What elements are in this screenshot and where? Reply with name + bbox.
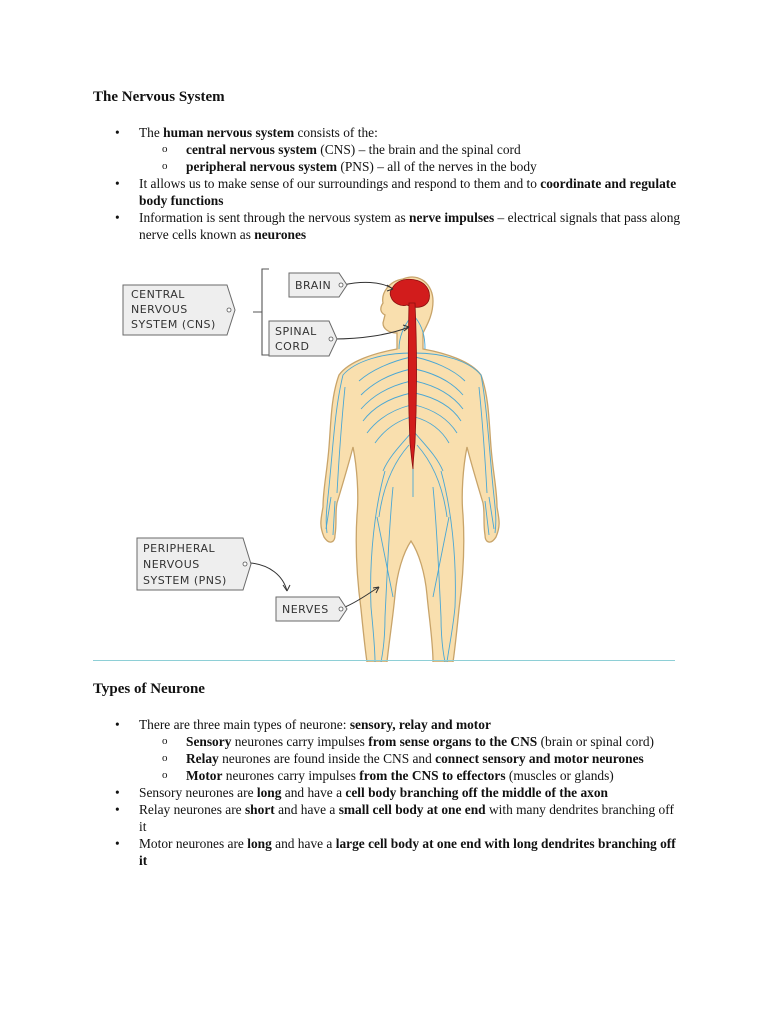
text: (PNS) – all of the nerves in the body: [337, 159, 537, 174]
tag-line: NERVES: [282, 603, 329, 616]
tag-hole: [227, 308, 231, 312]
section-divider: [93, 660, 675, 661]
sub-bullet-item: [93, 767, 666, 784]
label-pns: [137, 538, 251, 590]
text: neurones carry impulses: [231, 734, 369, 749]
text: neurones carry impulses: [222, 768, 360, 783]
bold-text: coordinate and regulate body functions: [139, 176, 677, 208]
text: Motor neurones are: [139, 836, 248, 851]
text: (muscles or glands): [505, 768, 614, 783]
label-nerves: [276, 597, 347, 621]
tag-line: BRAIN: [295, 279, 332, 292]
text: There are three main types of neurone:: [139, 717, 350, 732]
bullet-item: [93, 124, 693, 175]
section-title-nervous-system: The Nervous System: [93, 89, 225, 105]
bold-text: Motor: [186, 768, 223, 783]
bold-text: central nervous system: [186, 142, 317, 157]
text: Sensory neurones are: [139, 785, 257, 800]
bullet-item: [93, 716, 683, 784]
tag-line: PERIPHERAL: [143, 542, 216, 555]
nervous-system-bullets: [93, 124, 693, 243]
sub-list: [139, 733, 683, 784]
tag-line: NERVOUS: [131, 303, 188, 316]
bold-text: from sense organs to the CNS: [368, 734, 538, 749]
tag-line: NERVOUS: [143, 558, 200, 571]
bold-text: sensory, relay and motor: [349, 717, 491, 732]
tag-line: CORD: [275, 340, 310, 353]
nervous-system-diagram: [93, 257, 675, 662]
tag-line: SYSTEM (CNS): [131, 318, 216, 331]
tag-hole: [329, 337, 333, 341]
text: The: [139, 125, 164, 140]
text: (brain or spinal cord): [537, 734, 654, 749]
bold-text: Relay: [186, 751, 219, 766]
bold-text: from the CNS to effectors: [359, 768, 506, 783]
bold-text: long: [256, 785, 282, 800]
text: with many dendrites branching off it: [139, 802, 674, 834]
text: Information is sent through the nervous system as: [139, 210, 410, 225]
bold-text: small cell body at one end: [338, 802, 486, 817]
bold-text: nerve impulses: [409, 210, 495, 225]
bold-text: human nervous system: [163, 125, 295, 140]
bullet-item: [93, 784, 659, 801]
tag-hole: [243, 562, 247, 566]
cns-bracket: [253, 269, 269, 355]
tag-line: CENTRAL: [131, 288, 185, 301]
bullet-item: [93, 209, 693, 243]
text: and have a: [281, 785, 346, 800]
text: It allows us to make sense of our surroundings and respond to them and to: [139, 176, 541, 191]
text: and have a: [274, 802, 339, 817]
bold-text: neurones: [254, 227, 307, 242]
text: Relay neurones are: [139, 802, 245, 817]
label-spinal-cord: [269, 321, 337, 356]
tag-line: SPINAL: [275, 325, 317, 338]
bullet-item: [93, 175, 693, 209]
label-brain: [289, 273, 347, 297]
text: consists of the:: [294, 125, 378, 140]
text: – electrical signals that pass along nerve cells known as: [139, 210, 681, 242]
sub-bullet-item: [93, 733, 666, 750]
neurone-types-bullets: [93, 716, 683, 869]
text: neurones are found inside the CNS and: [218, 751, 436, 766]
sub-bullet-item: [93, 141, 693, 158]
tag-hole: [339, 283, 343, 287]
bullet-item: [93, 835, 679, 869]
label-cns: [123, 285, 235, 335]
bold-text: long: [247, 836, 272, 851]
tag-line: SYSTEM (PNS): [143, 574, 227, 587]
bullet-item: [93, 801, 679, 835]
sub-bullet-item: [93, 158, 693, 175]
bold-text: peripheral nervous system: [186, 159, 338, 174]
sub-bullet-item: [93, 750, 666, 767]
text: and have a: [271, 836, 336, 851]
section-title-types-of-neurone: Types of Neurone: [93, 681, 205, 697]
bold-text: connect sensory and motor neurones: [435, 751, 644, 766]
bold-text: large cell body at one end with long dendrites branching off it: [139, 836, 676, 868]
text: (CNS) – the brain and the spinal cord: [316, 142, 521, 157]
bold-text: Sensory: [186, 734, 232, 749]
tag-hole: [339, 607, 343, 611]
sub-list: [139, 141, 693, 175]
bold-text: short: [244, 802, 275, 817]
bold-text: cell body branching off the middle of the axon: [345, 785, 609, 800]
